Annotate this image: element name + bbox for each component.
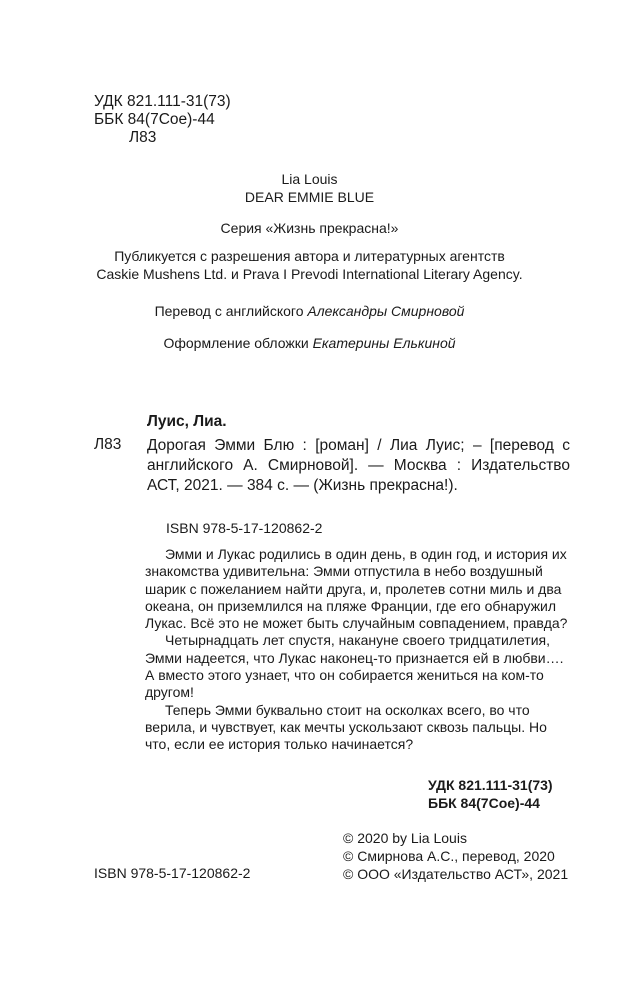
annotation-paragraph: Теперь Эмми буквально стоит на осколках всего, во что верила, и чувствует, как мечты ускользают сквозь пальцы. Но что, если ее история только начинается? bbox=[145, 701, 547, 753]
cover-design-credit bbox=[0, 335, 619, 351]
translator-credit bbox=[0, 303, 619, 319]
translator-name: Александры Смирновой bbox=[307, 303, 465, 319]
translator-prefix: Перевод с английского bbox=[154, 303, 308, 319]
udk-code-bottom: УДК 821.111-31(73) bbox=[428, 777, 553, 793]
copyright-block bbox=[343, 829, 568, 883]
rights-line-2: Caskie Mushens Ltd. и Prava I Prevodi International Literary Agency. bbox=[96, 266, 523, 282]
catalog-description: Дорогая Эмми Блю : [роман] / Лиа Луис; – [перевод с английского А. Смирновой]. — Москва : Издательство АСТ, 2021. — 384 с. — (Жизнь прекрасна!). bbox=[147, 437, 570, 494]
udk-code: УДК 821.111-31(73) bbox=[94, 93, 231, 110]
udk-bbk-top-block bbox=[94, 93, 231, 147]
copyright-line: © Смирнова А.С., перевод, 2020 bbox=[343, 848, 555, 864]
catalog-mark: Л83 bbox=[94, 436, 122, 453]
udk-bbk-bottom-block bbox=[428, 776, 553, 812]
isbn-bottom: ISBN 978-5-17-120862-2 bbox=[94, 865, 251, 881]
original-title: DEAR EMMIE BLUE bbox=[244, 189, 375, 205]
rights-notice bbox=[0, 247, 619, 283]
series-line: Серия «Жизнь прекрасна!» bbox=[220, 220, 399, 236]
catalog-author-heading: Луис, Лиа. bbox=[147, 413, 227, 430]
annotation-paragraph: Четырнадцать лет спустя, накануне своего тридцатилетия, Эмми надеется, что Лукас наконец-то признается ей в любви…. А вместо этого узнает, что он собирается жениться на ком-то другом! bbox=[145, 632, 564, 701]
bbk-code: ББК 84(7Сое)-44 bbox=[94, 111, 215, 128]
cover-designer-name: Екатерины Елькиной bbox=[312, 335, 456, 351]
rights-line-1: Публикуется с разрешения автора и литературных агентств bbox=[114, 248, 505, 264]
copyright-line: © 2020 by Lia Louis bbox=[343, 830, 467, 846]
author-mark: Л83 bbox=[129, 129, 157, 146]
annotation-block bbox=[145, 546, 570, 754]
annotation-paragraph: Эмми и Лукас родились в один день, в один год, и история их знакомства удивительна: Эмми отпустила в небо воздушный шарик с пожеланием найти друга, и, пролетев сотни миль и два океана, он приземлился на пляже Франции, где его обнаружил Лукас. Всё это не может быть случайным совпадением, правда? bbox=[145, 546, 568, 632]
copyright-line: © ООО «Издательство АСТ», 2021 bbox=[343, 866, 569, 882]
bbk-code-bottom: ББК 84(7Сое)-44 bbox=[428, 795, 540, 811]
original-author: Lia Louis bbox=[281, 171, 338, 187]
cover-design-prefix: Оформление обложки bbox=[163, 335, 313, 351]
isbn-main: ISBN 978-5-17-120862-2 bbox=[166, 520, 323, 536]
